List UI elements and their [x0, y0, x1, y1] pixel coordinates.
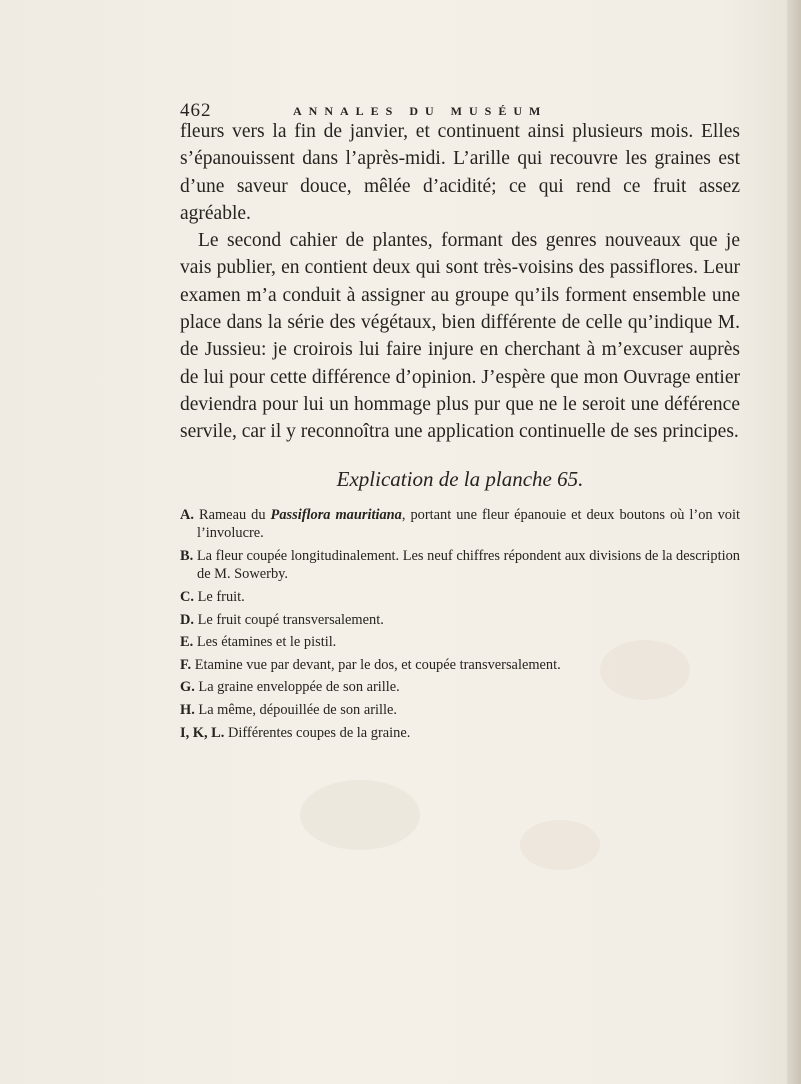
running-title: ANNALES DU MUSÉUM: [293, 104, 548, 118]
legend-key: B.: [180, 547, 194, 564]
species-name: Passiflora mauritiana: [270, 506, 402, 523]
legend-item: [180, 506, 740, 543]
paper-stain: [520, 820, 600, 870]
page-edge: [787, 0, 801, 1084]
legend-key: G.: [180, 679, 195, 696]
plate-legend: [180, 506, 740, 743]
legend-item: [180, 724, 740, 743]
legend-key: H.: [180, 701, 195, 718]
legend-text: La graine enveloppée de son arille.: [198, 679, 400, 696]
legend-key: D.: [180, 611, 194, 628]
legend-text: , portant une fleur épanouie et deux boutons où l’on voit l’involucre.: [197, 506, 740, 542]
page-number: 462: [180, 100, 212, 121]
body-text: [180, 118, 740, 746]
legend-text: La fleur coupée longitudinalement. Les neuf chiffres répondent aux divisions de la description de M. Sowerby.: [196, 547, 741, 583]
legend-item: [180, 701, 740, 720]
legend-text: Les étamines et le pistil.: [196, 634, 337, 651]
legend-key: E.: [180, 634, 194, 651]
legend-item: [180, 547, 740, 584]
legend-text: Rameau du: [199, 506, 271, 523]
legend-text: Le fruit.: [197, 588, 245, 605]
legend-text: Etamine vue par devant, par le dos, et coupée transversalement.: [194, 656, 561, 673]
legend-key: F.: [180, 656, 192, 673]
legend-item: [180, 588, 740, 607]
legend-item: [180, 633, 740, 652]
legend-text: La même, dépouillée de son arille.: [198, 701, 398, 718]
legend-key: C.: [180, 588, 194, 605]
paper-stain: [300, 780, 420, 850]
legend-text: Différentes coupes de la graine.: [228, 724, 411, 741]
paragraph: fleurs vers la fin de janvier, et continuent ainsi plusieurs mois. Elles s’épanouissent dans l’après-midi. L’arille qui recouvre les graines est d’une saveur douce, mêlée d’acidité; ce qui rend ce fruit assez agréable.: [180, 121, 740, 224]
legend-key: I, K, L.: [180, 724, 225, 741]
paragraph: Le second cahier de plantes, formant des genres nouveaux que je vais publier, en contient deux qui sont très-voisins des passiflores. Leur examen m’a conduit à assigner au groupe qu’ils forment ensemble une place dans la série des végétaux, bien différente de celle qu’indique M. de Jussieu: je croirois lui faire injure en cherchant à m’excuser auprès de lui pour cette différence d’opinion. J’espère que mon Ouvrage entier deviendra pour lui un hommage plus pur que ne le seroit une déférence servile, car il y reconnoîtra une application continuelle de ses principes.: [180, 230, 740, 443]
legend-item: [180, 678, 740, 697]
legend-key: A.: [180, 506, 194, 523]
legend-item: [180, 656, 740, 675]
legend-item: [180, 611, 740, 630]
legend-text: Le fruit coupé transversalement.: [197, 611, 384, 628]
section-heading: Explication de la planche 65.: [336, 466, 584, 491]
